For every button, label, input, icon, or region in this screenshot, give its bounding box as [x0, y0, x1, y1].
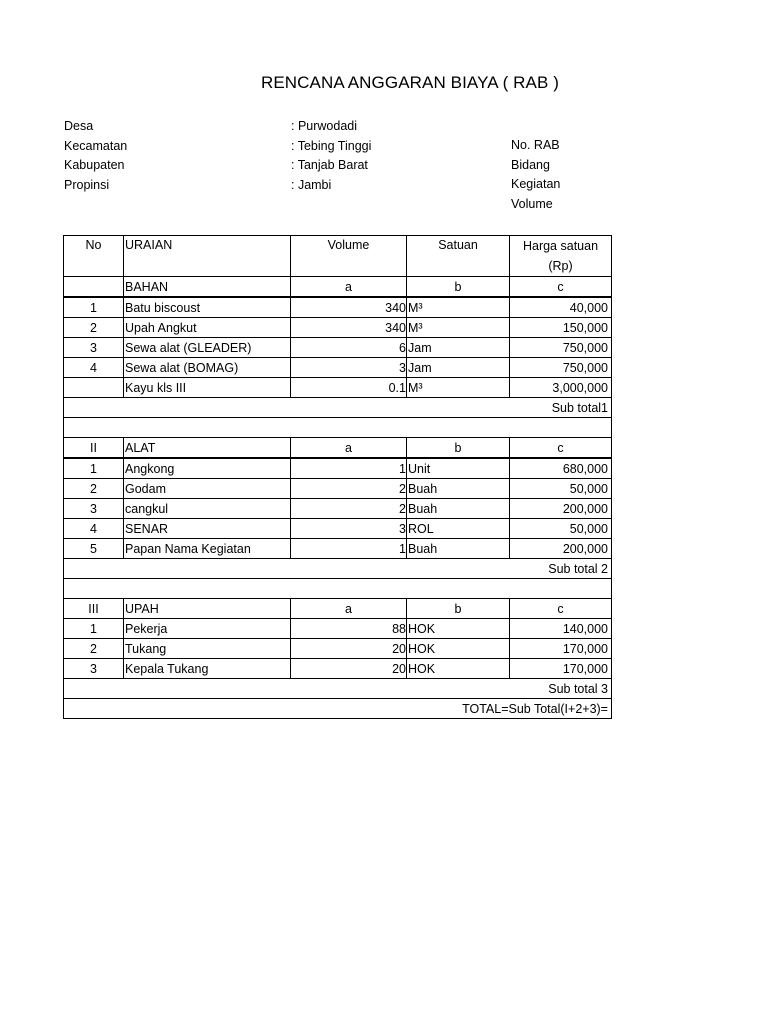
row-harga: 150,000	[510, 318, 612, 338]
row-volume: 6	[291, 338, 407, 358]
table-row	[64, 499, 612, 519]
subtotal-2: Sub total 2	[64, 559, 612, 579]
value-desa: : Purwodadi	[291, 119, 358, 133]
grand-total-row	[64, 699, 612, 719]
label-no-rab: No. RAB	[511, 138, 560, 152]
table-row	[64, 659, 612, 679]
row-uraian: Sewa alat (GLEADER)	[124, 338, 291, 358]
label-propinsi: Propinsi	[64, 177, 110, 192]
section-header-row	[64, 599, 612, 619]
row-volume: 0.1	[291, 378, 407, 398]
label-kabupaten: Kabupaten	[64, 158, 125, 172]
row-number: 1	[64, 458, 124, 479]
row-volume: 20	[291, 659, 407, 679]
header-harga-line2: (Rp)	[548, 259, 573, 273]
row-harga: 40,000	[510, 297, 612, 318]
row-volume: 88	[291, 619, 407, 639]
row-uraian: Kayu kls III	[124, 378, 291, 398]
row-harga: 170,000	[510, 659, 612, 679]
row-uraian: Kepala Tukang	[124, 659, 291, 679]
row-number: 4	[64, 358, 124, 378]
row-uraian: Godam	[124, 479, 291, 499]
row-satuan: Buah	[407, 479, 510, 499]
row-number: 3	[64, 338, 124, 358]
row-satuan: M³	[407, 318, 510, 338]
section-name: UPAH	[124, 599, 291, 619]
table-row	[64, 539, 612, 559]
spacer-row	[64, 579, 612, 599]
spacer-row	[64, 418, 612, 438]
row-harga: 750,000	[510, 338, 612, 358]
row-number	[64, 378, 124, 398]
table-row	[64, 519, 612, 539]
label-kegiatan: Kegiatan	[511, 177, 561, 191]
row-number: 3	[64, 499, 124, 519]
header-satuan: Satuan	[407, 236, 510, 277]
col-label-a: a	[291, 599, 407, 619]
label-kecamatan: Kecamatan	[64, 138, 128, 153]
row-satuan: Unit	[407, 458, 510, 479]
row-satuan: M³	[407, 297, 510, 318]
row-volume: 3	[291, 358, 407, 378]
table-row	[64, 318, 612, 338]
row-volume: 1	[291, 458, 407, 479]
row-harga: 3,000,000	[510, 378, 612, 398]
row-satuan: HOK	[407, 619, 510, 639]
header-uraian: URAIAN	[124, 236, 291, 277]
col-label-a: a	[291, 277, 407, 298]
row-satuan: M³	[407, 378, 510, 398]
subtotal-2-row	[64, 559, 612, 579]
subtotal-1: Sub total1	[64, 398, 612, 418]
row-number: 1	[64, 619, 124, 639]
col-label-c: c	[510, 599, 612, 619]
col-label-a: a	[291, 438, 407, 459]
row-uraian: Upah Angkut	[124, 318, 291, 338]
row-uraian: Papan Nama Kegiatan	[124, 539, 291, 559]
table-row	[64, 619, 612, 639]
row-harga: 170,000	[510, 639, 612, 659]
section-name: ALAT	[124, 438, 291, 459]
row-number: 2	[64, 639, 124, 659]
section-header-row	[64, 438, 612, 459]
col-label-b: b	[407, 438, 510, 459]
table-row	[64, 338, 612, 358]
row-volume: 2	[291, 479, 407, 499]
table-row	[64, 297, 612, 318]
row-harga: 750,000	[510, 358, 612, 378]
row-uraian: Angkong	[124, 458, 291, 479]
row-satuan: Buah	[407, 499, 510, 519]
row-uraian: SENAR	[124, 519, 291, 539]
section-number	[64, 277, 124, 298]
row-number: 3	[64, 659, 124, 679]
row-number: 2	[64, 318, 124, 338]
row-satuan: Jam	[407, 358, 510, 378]
value-kecamatan: : Tebing Tinggi	[291, 138, 372, 153]
row-uraian: Batu biscoust	[124, 297, 291, 318]
col-label-b: b	[407, 277, 510, 298]
section-name: BAHAN	[124, 277, 291, 298]
row-uraian: Sewa alat (BOMAG)	[124, 358, 291, 378]
row-number: 2	[64, 479, 124, 499]
row-harga: 200,000	[510, 539, 612, 559]
header-volume: Volume	[291, 236, 407, 277]
section-header-row	[64, 277, 612, 298]
row-harga: 50,000	[510, 519, 612, 539]
row-volume: 3	[291, 519, 407, 539]
rab-table	[63, 235, 612, 719]
col-label-c: c	[510, 277, 612, 298]
subtotal-1-row	[64, 398, 612, 418]
row-satuan: HOK	[407, 639, 510, 659]
row-satuan: Buah	[407, 539, 510, 559]
table-row	[64, 458, 612, 479]
header-harga-line1: Harga satuan	[522, 239, 599, 253]
info-right-labels	[511, 136, 560, 214]
value-kabupaten: : Tanjab Barat	[291, 158, 368, 172]
row-number: 4	[64, 519, 124, 539]
section-number: II	[64, 438, 124, 459]
section-number: III	[64, 599, 124, 619]
row-volume: 340	[291, 318, 407, 338]
info-values	[291, 117, 371, 195]
row-number: 5	[64, 539, 124, 559]
spacer-cell	[64, 579, 612, 599]
label-bidang: Bidang	[511, 157, 550, 172]
label-desa: Desa	[64, 119, 94, 133]
row-volume: 340	[291, 297, 407, 318]
row-harga: 680,000	[510, 458, 612, 479]
row-satuan: ROL	[407, 519, 510, 539]
row-satuan: HOK	[407, 659, 510, 679]
info-labels	[64, 117, 127, 195]
label-volume: Volume	[511, 196, 553, 211]
table-row	[64, 358, 612, 378]
row-harga: 200,000	[510, 499, 612, 519]
row-uraian: Pekerja	[124, 619, 291, 639]
spacer-cell	[64, 418, 612, 438]
subtotal-3-row	[64, 679, 612, 699]
header-row	[64, 236, 612, 277]
table-row	[64, 639, 612, 659]
row-number: 1	[64, 297, 124, 318]
page-title: RENCANA ANGGARAN BIAYA ( RAB )	[260, 73, 560, 92]
row-satuan: Jam	[407, 338, 510, 358]
row-volume: 20	[291, 639, 407, 659]
row-uraian: cangkul	[124, 499, 291, 519]
row-volume: 1	[291, 539, 407, 559]
value-propinsi: : Jambi	[291, 177, 332, 192]
row-harga: 50,000	[510, 479, 612, 499]
row-harga: 140,000	[510, 619, 612, 639]
row-volume: 2	[291, 499, 407, 519]
table-row	[64, 378, 612, 398]
col-label-b: b	[407, 599, 510, 619]
header-no: No	[64, 236, 124, 277]
row-uraian: Tukang	[124, 639, 291, 659]
subtotal-3: Sub total 3	[64, 679, 612, 699]
grand-total: TOTAL=Sub Total(I+2+3)=	[64, 699, 612, 719]
table-row	[64, 479, 612, 499]
header-harga	[510, 236, 612, 277]
col-label-c: c	[510, 438, 612, 459]
